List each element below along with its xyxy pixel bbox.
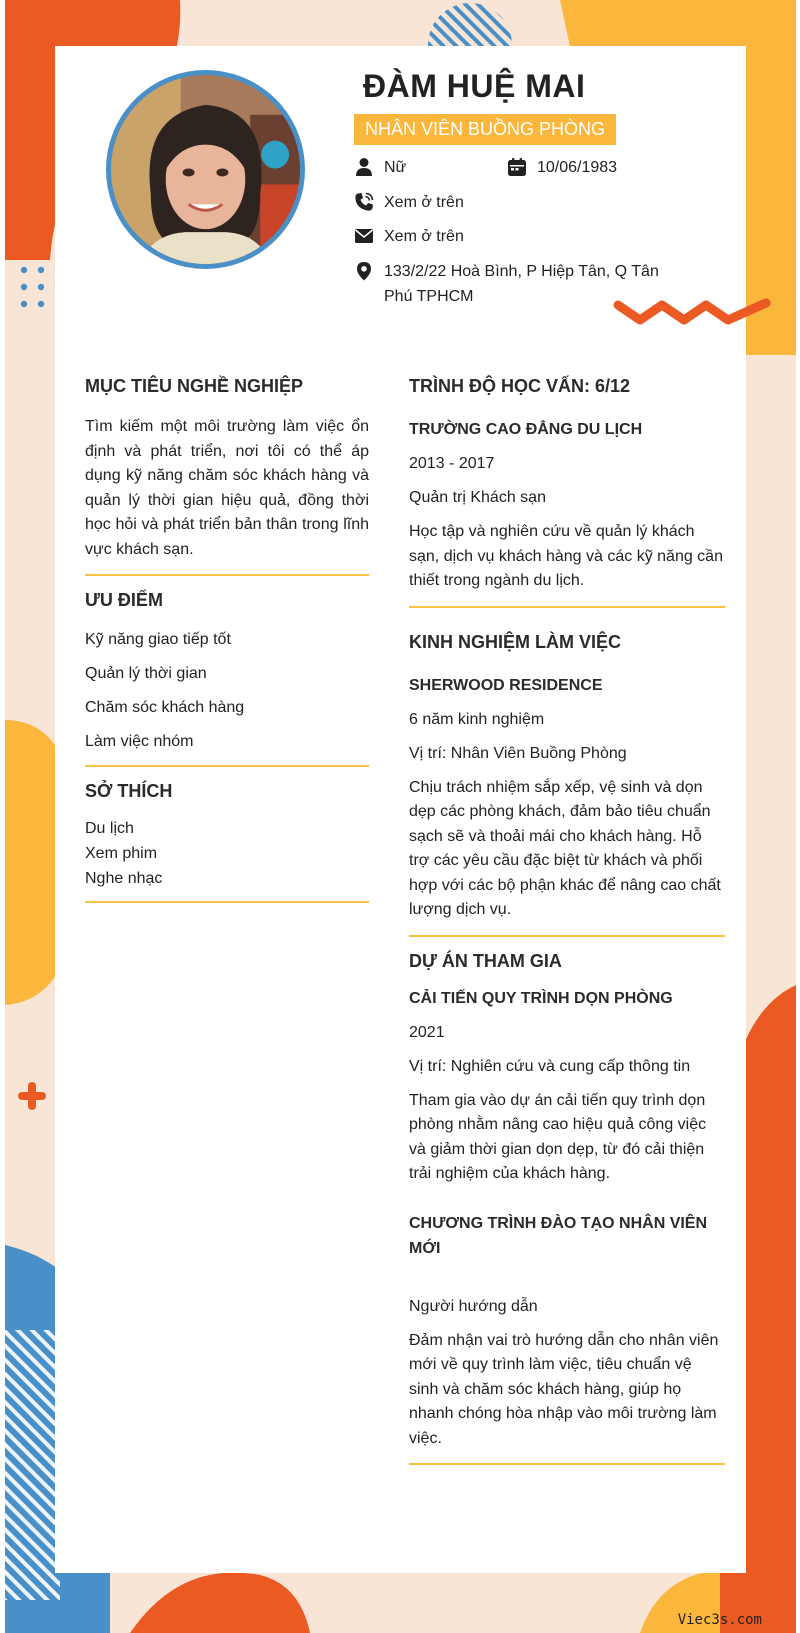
address-row [354,261,684,309]
strength-item: Làm việc nhóm [85,733,194,750]
section-divider [409,606,725,608]
phone-value: Xem ở trên [384,194,464,211]
gender-row [354,157,406,180]
project-name: CẢI TIẾN QUY TRÌNH DỌN PHÒNG [409,989,673,1007]
education-major: Quản trị Khách sạn [409,489,546,506]
hobbies-heading: SỞ THÍCH [85,781,173,801]
experience-company: SHERWOOD RESIDENCE [409,676,603,694]
experience-duration: 6 năm kinh nghiệm [409,710,545,728]
right-column [409,376,725,1479]
phone-icon [354,192,374,212]
project-description: Tham gia vào dự án cải tiến quy trình dọn phòng nhằm nâng cao hiệu quả công việc và giảm thời gian dọn dẹp, từ đó cải thiện trải nghiệm của khách hàng. [409,1091,707,1182]
experience-heading: KINH NGHIỆM LÀM VIỆC [409,631,622,652]
hobby-item: Xem phim [85,845,158,862]
candidate-name: ĐÀM HUỆ MAI [363,68,586,104]
education-years: 2013 - 2017 [409,455,495,472]
strength-item: Chăm sóc khách hàng [85,699,245,716]
section-divider [85,765,369,767]
strength-item: Kỹ năng giao tiếp tốt [85,631,231,648]
job-title-badge: NHÂN VIÊN BUỒNG PHÒNG [354,114,616,145]
address-value: 133/2/22 Hoà Bình, P Hiệp Tân, Q Tân Phú TPHCM [384,263,659,305]
project-name: CHƯƠNG TRÌNH ĐÀO TẠO NHÂN VIÊN MỚI [409,1214,708,1257]
experience-position: Vị trí: Nhân Viên Buồng Phòng [409,744,627,762]
email-row [354,226,464,249]
section-divider [85,574,369,576]
section-divider [409,935,725,937]
strength-item: Quản lý thời gian [85,665,207,682]
project-role: Người hướng dẫn [409,1297,538,1315]
project-year: 2021 [409,1023,445,1041]
person-icon [354,157,374,177]
envelope-icon [354,226,374,246]
hobby-item: Du lịch [85,820,134,837]
experience-description: Chịu trách nhiệm sắp xếp, vệ sinh và dọn dẹp các phòng khách, đảm bảo tiêu chuẩn sạch sẽ và thoải mái cho khách hàng. Hỗ trợ các yêu cầu đặc biệt từ khách và phối hợp với các bộ phận khác để nâng cao chất lượng dịch vụ. [409,778,721,918]
section-divider [85,901,369,903]
email-value: Xem ở trên [384,228,464,245]
section-divider [409,1463,725,1465]
objective-heading: MỤC TIÊU NGHỀ NGHIỆP [85,376,304,396]
birthdate-value: 10/06/1983 [537,159,618,176]
profile-photo [106,70,305,269]
birthdate-row [507,157,617,180]
project-description: Đảm nhận vai trò hướng dẫn cho nhân viên mới về quy trình làm việc, tiêu chuẩn vệ sinh và chăm sóc khách hàng, giúp họ nhanh chóng hòa nhập vào môi trường làm việc. [409,1331,719,1447]
map-pin-icon [354,261,374,281]
gender-value: Nữ [384,159,407,176]
education-description: Học tập và nghiên cứu về quản lý khách sạn, dịch vụ khách hàng và các kỹ năng cần thiết trong ngành du lịch. [409,523,723,589]
education-school: TRƯỜNG CAO ĐẲNG DU LỊCH [409,421,643,438]
education-heading: TRÌNH ĐỘ HỌC VẤN: 6/12 [409,376,631,396]
project-role: Vị trí: Nghiên cứu và cung cấp thông tin [409,1057,691,1075]
projects-heading: DỰ ÁN THAM GIA [409,950,562,971]
strengths-heading: ƯU ĐIỂM [85,590,163,610]
phone-row [354,192,464,215]
objective-text: Tìm kiếm một môi trường làm việc ổn định và phát triển, nơi tôi có thể áp dụng kỹ năng chăm sóc khách hàng và quản lý thời gian hiệu quả, đồng thời học hỏi và phát triển bản thân trong lĩnh vực khách sạn. [85,418,369,558]
calendar-icon [507,157,527,177]
left-column [85,376,369,917]
hobby-item: Nghe nhạc [85,870,163,887]
watermark: Viec3s.com [677,1612,762,1628]
